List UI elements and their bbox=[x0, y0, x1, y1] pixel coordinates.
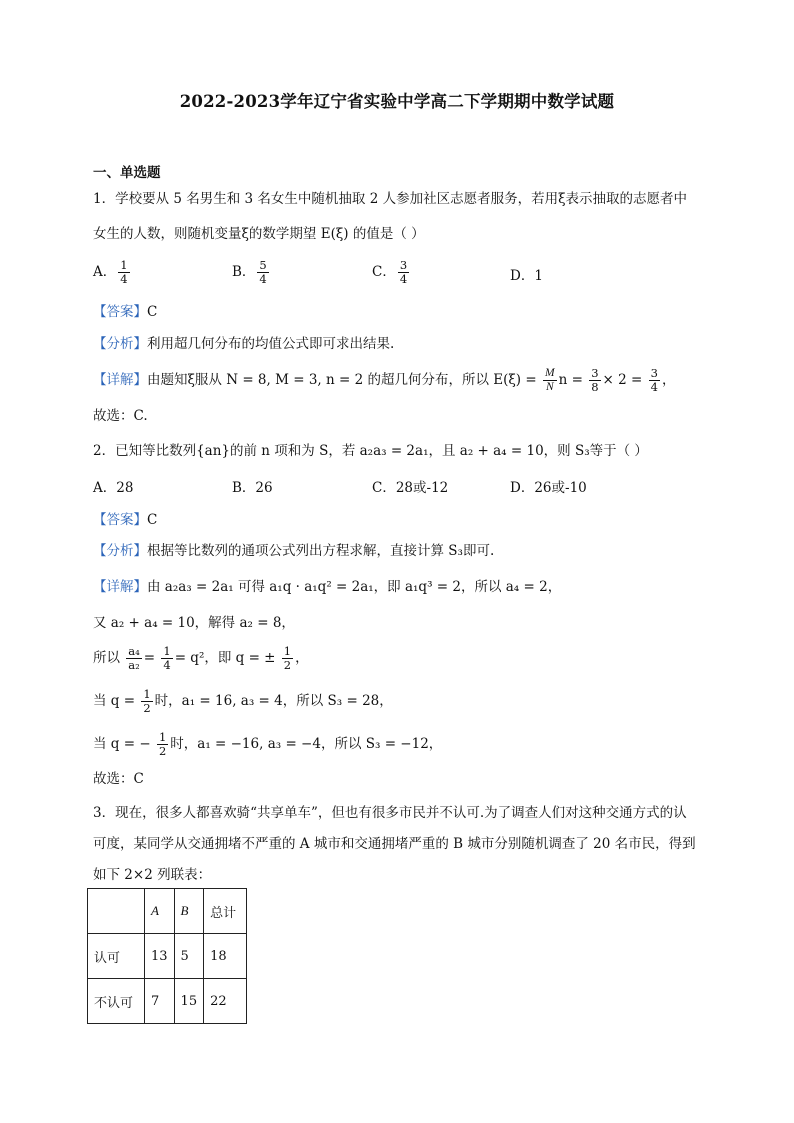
table-cell: 15 bbox=[174, 979, 204, 1024]
q1-option-a-fraction: $\frac{1}{4}$ bbox=[120, 258, 128, 286]
page-title: 2022-2023学年辽宁省实验中学高二下学期期中数学试题 bbox=[179, 92, 615, 111]
table-cell: 认可 bbox=[88, 934, 145, 979]
table-cell: 22 bbox=[204, 979, 247, 1024]
table-cell: 13 bbox=[145, 934, 175, 979]
table-row bbox=[88, 934, 247, 979]
analysis-tag: 【分析】 bbox=[93, 336, 147, 352]
q1-stem-line2: 女生的人数，则随机变量ξ的数学期望 E(ξ) 的值是（ ） bbox=[93, 226, 425, 242]
table-header-cell: B bbox=[174, 889, 204, 934]
table-cell: 不认可 bbox=[88, 979, 145, 1024]
q1-answer: 【答案】C bbox=[93, 304, 158, 320]
q1-option-c bbox=[372, 259, 411, 286]
q2-detail-line4: 当 q = $\frac{1}{2}$ 时，a₁ = 16, a₃ = 4，所以 S₃ = 28， bbox=[93, 687, 393, 715]
q2-conclusion: 故选：C bbox=[93, 771, 144, 787]
q1-analysis: 【分析】利用超几何分布的均值公式即可求出结果. bbox=[93, 336, 395, 352]
q2-detail-line5: 当 q = − $\frac{1}{2}$ 时，a₁ = −16, a₃ = −4，所以 S₃ = −12， bbox=[93, 730, 443, 758]
table-row bbox=[88, 979, 247, 1024]
section-heading: 一、单选题 bbox=[93, 165, 161, 181]
table-cell bbox=[88, 889, 145, 934]
q3-stem-line3: 如下 2×2 列联表： bbox=[93, 867, 212, 883]
q1-option-c-fraction: $\frac{3}{4}$ bbox=[399, 258, 408, 286]
q1-option-b-fraction: $\frac{5}{4}$ bbox=[259, 258, 267, 286]
table-cell: 18 bbox=[204, 934, 247, 979]
contingency-table bbox=[87, 888, 247, 1024]
detail-tag: 【详解】 bbox=[93, 372, 147, 388]
q1-option-a-label: A． bbox=[93, 264, 117, 280]
q2-option-a: A．28 bbox=[93, 480, 134, 496]
answer-tag: 【答案】 bbox=[93, 304, 147, 320]
q2-option-b: B．26 bbox=[232, 480, 273, 496]
q1-option-d: D．1 bbox=[510, 268, 543, 284]
q1-option-b-label: B． bbox=[232, 264, 256, 280]
table-cell: 7 bbox=[145, 979, 175, 1024]
table-header-cell: A bbox=[145, 889, 175, 934]
q1-option-b bbox=[232, 259, 271, 286]
table-header-row bbox=[88, 889, 247, 934]
q2-detail-line3: 所以 $\frac{\text{a₄}}{\text{a₂}}$ = $\frac{1}{4}$ = q²，即 q = ± $\frac{1}{2}$ ， bbox=[93, 644, 309, 672]
q2-detail-line2: 又 a₂ + a₄ = 10，解得 a₂ = 8， bbox=[93, 615, 295, 631]
q3-stem-line1: 3．现在，很多人都喜欢骑“共享单车”，但也有很多市民并不认可.为了调查人们对这种交通方式的认 bbox=[93, 805, 687, 821]
table-cell: 5 bbox=[174, 934, 204, 979]
q2-detail-line1: 【详解】由 a₂a₃ = 2a₁ 可得 a₁q · a₁q² = 2a₁，即 a₁q³ = 2，所以 a₄ = 2， bbox=[93, 579, 562, 595]
q1-option-c-label: C． bbox=[372, 264, 396, 280]
q2-answer: 【答案】C bbox=[93, 512, 158, 528]
q3-stem-line2: 可度，某同学从交通拥堵不严重的 A 城市和交通拥堵严重的 B 城市分别随机调查了 20 名市民，得到 bbox=[93, 836, 696, 852]
q1-conclusion: 故选：C. bbox=[93, 408, 148, 424]
q2-analysis: 【分析】根据等比数列的通项公式列出方程求解，直接计算 S₃即可. bbox=[93, 543, 495, 559]
q2-option-d: D．26或-10 bbox=[510, 480, 587, 496]
q1-option-a bbox=[93, 259, 132, 286]
table-header-cell: 总计 bbox=[204, 889, 247, 934]
q2-stem: 2．已知等比数列{an}的前 n 项和为 S，若 a₂a₃ = 2a₁，且 a₂ + a₄ = 10，则 S₃等于（ ） bbox=[93, 443, 648, 459]
q1-detail: 【详解】由题知ξ服从 N = 8, M = 3, n = 2 的超几何分布，所以 E(ξ) = $\frac{M}{N}$ n = $\frac{3}{8}$ × 2 = $\frac{3}{4}$ ， bbox=[93, 366, 676, 394]
q2-option-c: C．28或-12 bbox=[372, 480, 449, 496]
q1-stem-line1: 1．学校要从 5 名男生和 3 名女生中随机抽取 2 人参加社区志愿者服务，若用ξ表示抽取的志愿者中 bbox=[93, 191, 688, 207]
